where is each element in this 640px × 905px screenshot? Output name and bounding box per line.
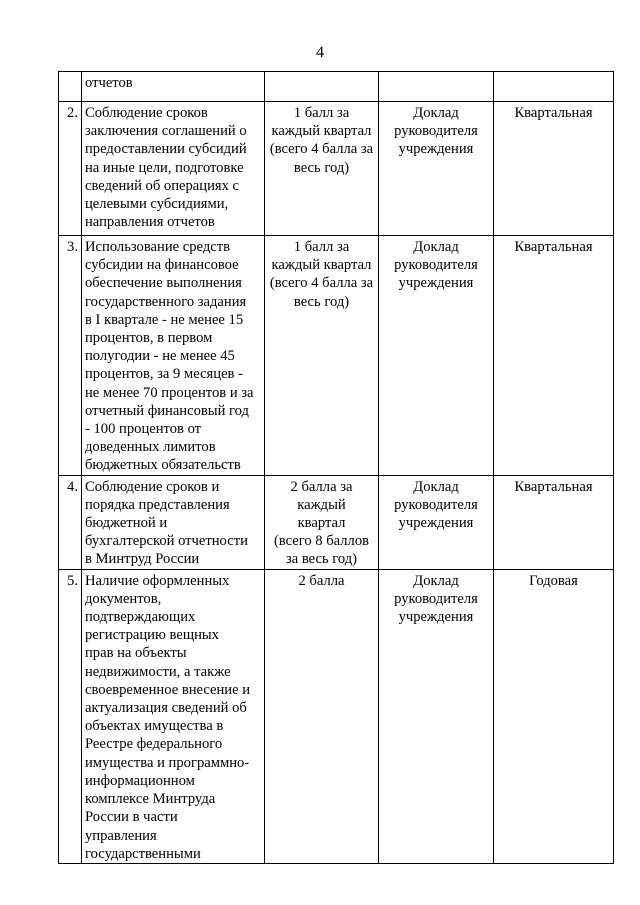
criterion-text: Соблюдение сроков и порядка представления бюджетной и бухгалтерской отчетности в Минтруд России <box>85 478 248 568</box>
criterion-text: Соблюдение сроков заключения соглашений о предоставлении субсидий на иные цели, подготовке сведений об операциях с целевыми субсидиями, направления отчетов <box>85 105 247 231</box>
points-cell <box>265 72 379 102</box>
row-number: 4. <box>59 475 82 569</box>
points-cell <box>265 102 379 236</box>
frequency-text: Квартальная <box>514 105 593 121</box>
frequency-cell <box>494 72 614 102</box>
frequency-text: Квартальная <box>514 478 593 495</box>
frequency-text: Квартальная <box>514 239 593 255</box>
source-text: Доклад руководителя учреждения <box>394 478 478 532</box>
points-text: 2 балла за каждый квартал (всего 8 баллов за весь год) <box>273 478 370 568</box>
points-text: 2 балла <box>298 572 345 589</box>
source-cell <box>379 236 494 476</box>
points-text: 1 балл за каждый квартал (всего 4 балла за весь год) <box>269 105 374 176</box>
criterion-cell <box>82 569 265 863</box>
source-cell <box>379 102 494 236</box>
frequency-cell <box>494 569 614 863</box>
criteria-table <box>58 71 614 864</box>
row-number: 5. <box>59 569 82 863</box>
table-row <box>59 569 614 863</box>
source-cell <box>379 569 494 863</box>
criterion-text: Наличие оформленных документов, подтверждающих регистрацию вещных прав на объекты недвижимости, а также своевременное внесение и актуализация сведений об объектах имущества в Реестре федерального имущества и программно- информационном комплексе Минтруда России в части управления государственными <box>85 572 251 862</box>
table-row <box>59 475 614 569</box>
source-text: Доклад руководителя учреждения <box>394 105 478 158</box>
row-number: 3. <box>59 236 82 476</box>
frequency-cell <box>494 475 614 569</box>
source-text: Доклад руководителя учреждения <box>394 239 478 292</box>
criterion-cell <box>82 72 265 102</box>
points-cell <box>265 236 379 476</box>
frequency-cell <box>494 236 614 476</box>
frequency-cell <box>494 102 614 236</box>
source-cell <box>379 475 494 569</box>
source-text: Доклад руководителя учреждения <box>394 572 478 626</box>
criterion-text: Использование средств субсидии на финансовое обеспечение выполнения государственного задания в I квартале - не менее 15 процентов, в первом полугодии - не менее 45 процентов, за 9 месяцев - не менее 70 процентов и за отчетный финансовый год - 100 процентов от доведенных лимитов бюджетных обязательств <box>85 239 254 474</box>
source-cell <box>379 72 494 102</box>
points-text: 1 балл за каждый квартал (всего 4 балла за весь год) <box>269 239 374 310</box>
criterion-cell <box>82 102 265 236</box>
page-number: 4 <box>316 44 324 61</box>
points-cell <box>265 569 379 863</box>
row-number: 2. <box>59 102 82 236</box>
criterion-cell <box>82 475 265 569</box>
frequency-text: Годовая <box>529 572 578 589</box>
table-row <box>59 72 614 102</box>
table-row <box>59 102 614 236</box>
criterion-cell <box>82 236 265 476</box>
row-number <box>59 72 82 102</box>
table-row <box>59 236 614 476</box>
criterion-text: отчетов <box>85 75 133 91</box>
points-cell <box>265 475 379 569</box>
